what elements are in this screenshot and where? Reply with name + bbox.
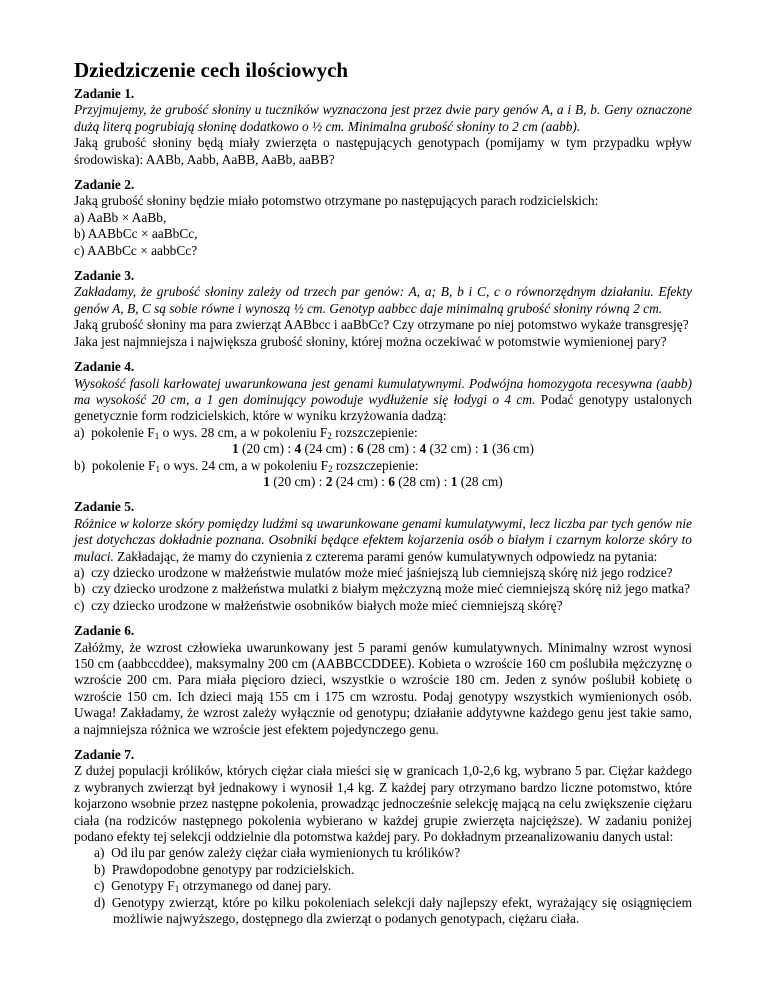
item-text: o wys. 28 cm, a w pokoleniu F bbox=[159, 424, 328, 440]
ratio-number: 1 bbox=[450, 473, 458, 489]
task-question: Jaka jest najmniejsza i największa grubość słoniny, której można oczekiwać w potomstwie wymienionej pary? bbox=[74, 333, 667, 349]
task-premise bbox=[74, 284, 692, 317]
task-1 bbox=[74, 86, 692, 168]
task-premise bbox=[74, 376, 692, 425]
item-text: c) Genotypy F bbox=[94, 878, 175, 894]
task-premise bbox=[74, 516, 692, 565]
list-item bbox=[74, 458, 692, 474]
ratio-a bbox=[74, 441, 692, 457]
task-heading: Zadanie 6. bbox=[74, 623, 135, 639]
ratio-text: (24 cm) : bbox=[332, 473, 389, 489]
page-title: Dziedziczenie cech ilościowych bbox=[74, 58, 349, 82]
item-text: rozszczepienie: bbox=[332, 457, 419, 473]
item-text: pokolenie F bbox=[91, 424, 155, 440]
ratio-number: 1 bbox=[481, 441, 489, 457]
task-question: Podać genotypy ustalonych genetycznie form rodzicielskich, które w wyniku krzyżowania dadzą: bbox=[74, 391, 692, 424]
task-heading: Zadanie 2. bbox=[74, 177, 135, 193]
item-text: o wys. 24 cm, a w pokoleniu F bbox=[159, 457, 329, 473]
task-question: Jaką grubość słoniny będzie miało potomstwo otrzymane po następujących parach rodzicielskich: bbox=[74, 193, 599, 209]
list-item: b) Prawdopodobne genotypy par rodzicielskich. bbox=[94, 861, 355, 877]
task-text: Z dużej populacji królików, których ciężar ciała mieści się w granicach 1,0-2,6 kg, wybrano 5 par. Ciężar każdego z wybranych zwierząt był jednakowy i wynosił 1,4 kg. Z każdej pary otrzymano bardzo liczne potomstwo, które kojarzono wsobnie przez następne pokolenia, prowadząc jednocześnie selekcję mającą na celu zwiększenie ciężaru ciała (na rodziców następnego pokolenia wybierano w każdej grupie zwierzęta najcięższe). W zadaniu poniżej podano efekty tej selekcji oddzielnie dla potomstwa każdej pary. Po dokładnym przeanalizowaniu danych ustal: bbox=[74, 763, 692, 845]
task-heading: Zadanie 4. bbox=[74, 359, 135, 375]
list-item: d) Genotypy zwierząt, które po kilku pokoleniach selekcji dały najlepszy efekt, wyrażający się osiągnięciem możliwie najwyższego, dostępnego dla zwierząt o podanych genotypach, ciężaru ciała. bbox=[94, 894, 692, 927]
task-5 bbox=[74, 499, 692, 614]
list-item bbox=[94, 878, 692, 895]
task-question: Jaką grubość słoniny ma para zwierząt AABbcc i aaBbCc? Czy otrzymane po niej potomstwo wykaże transgresję? bbox=[74, 317, 689, 333]
ratio-text: (28 cm) bbox=[457, 473, 503, 489]
task-question: Zakładając, że mamy do czynienia z czterema parami genów kumulatywnych odpowiedz na pytania: bbox=[117, 548, 658, 564]
subscript: 2 bbox=[328, 463, 333, 474]
ratio-number: 1 bbox=[231, 441, 239, 457]
task-question: Jaką grubość słoniny będą miały zwierzęta o następujących genotypach (pomijamy w tym przypadku wpływ środowiska): AABb, Aabb, AaBB, AaBb, aaBB? bbox=[74, 135, 692, 167]
ratio-text: (32 cm) : bbox=[426, 441, 482, 457]
list-item: b) czy dziecko urodzone z małżeństwa mulatki z białym mężczyzną może mieć ciemniejszą skórę niż jego matka? bbox=[74, 581, 691, 597]
task-text: Załóżmy, że wzrost człowieka uwarunkowany jest 5 parami genów kumulatywnych. Minimalny wzrost wynosi 150 cm (aabbccddee), maksymalny 200 cm (AABBCCDDEE). Kobieta o wzroście 160 cm poślubiła mężczyznę o wzroście 200 cm. Para miała pięcioro dzieci, wszystkie o wzroście 180 cm. Jeden z synów poślubił kobietę o wzroście 150 cm. Ich dzieci mają 155 cm i 175 cm wzrostu. Podaj genotypy wszystkich wymienionych osób. Uwaga! Zakładamy, że wzrost zależy wyłącznie od genotypu; działanie addytywne każdego genu jest takie samo, a najmniejsza różnica we wzroście jest efektem pojedynczego genu. bbox=[74, 639, 692, 737]
premise-text: Zakładamy, że grubość słoniny zależy od trzech par genów: A, a; B, b i C, c o równorzędnym działaniu. Efekty genów A, B, C są sobie równe i wynoszą ½ cm. Genotyp aabbcc daje minimalną grubość słoniny równą 2 cm. bbox=[74, 284, 692, 316]
ratio-number: 6 bbox=[388, 473, 395, 489]
subscript: 1 bbox=[174, 884, 180, 895]
task-heading: Zadanie 7. bbox=[74, 747, 135, 763]
ratio-text: (28 cm) : bbox=[363, 441, 420, 457]
ratio-number: 6 bbox=[356, 441, 364, 457]
task-2 bbox=[74, 177, 692, 259]
premise-text: Przyjmujemy, że grubość słoniny u tuczników wyznaczona jest przez dwie pary genów A, a i B, b. Geny oznaczone dużą literą pogrubiają słoninę dodatkowo o ½ cm. Minimalna grubość słoniny to 2 cm (aabb). bbox=[74, 102, 692, 134]
item-text: otrzymanego od danej pary. bbox=[179, 878, 332, 894]
item-text: pokolenie F bbox=[91, 457, 156, 473]
task-heading: Zadanie 5. bbox=[74, 499, 135, 515]
item-text: rozszczepienie: bbox=[331, 424, 418, 440]
premise-text: Wysokość fasoli karłowatej uwarunkowana jest genami kumulatywnymi. Podwójna homozygota recesywna (aabb) ma wysokość 20 cm, a 1 gen dominujący powoduje wydłużenie się łodygi o 4 cm. bbox=[74, 375, 692, 407]
subscript: 2 bbox=[327, 430, 332, 441]
task-7 bbox=[74, 747, 692, 927]
task-3 bbox=[74, 268, 692, 350]
task-premise bbox=[74, 102, 692, 135]
premise-text: Różnice w kolorze skóry pomiędzy ludźmi są uwarunkowane genami kumulatywymi, lecz liczba par tych genów nie jest dotychczas dokładnie poznana. Osobniki będące efektem kojarzenia osób o białym i czarnym kolorze skóry to mulaci. bbox=[74, 515, 692, 564]
ratio-text: (28 cm) : bbox=[394, 473, 451, 489]
ratio-number: 1 bbox=[263, 473, 270, 489]
ratio-number: 4 bbox=[419, 441, 427, 457]
task-7-list bbox=[94, 845, 692, 927]
ratio-text: (20 cm) : bbox=[238, 441, 295, 457]
task-heading: Zadanie 3. bbox=[74, 268, 135, 284]
subscript: 1 bbox=[155, 463, 160, 474]
subscript: 1 bbox=[154, 430, 160, 441]
ratio-b bbox=[74, 474, 692, 490]
ratio-text: (24 cm) : bbox=[301, 441, 357, 457]
item-label: b) bbox=[74, 457, 86, 473]
list-item: a) AaBb × AaBb, bbox=[74, 209, 167, 225]
ratio-text: (36 cm) bbox=[488, 441, 534, 457]
list-item: a) czy dziecko urodzone w małżeństwie mulatów może mieć jaśniejszą lub ciemniejszą skórę niż jego rodzice? bbox=[74, 564, 673, 580]
task-heading: Zadanie 1. bbox=[74, 86, 135, 101]
list-item: b) AABbCc × aaBbCc, bbox=[74, 226, 198, 242]
task-4 bbox=[74, 359, 692, 490]
item-label: a) bbox=[74, 424, 85, 440]
list-item bbox=[74, 425, 692, 441]
list-item: c) czy dziecko urodzone w małżeństwie osobników białych może mieć ciemniejszą skórę? bbox=[74, 597, 563, 613]
list-item: a) Od ilu par genów zależy ciężar ciała wymienionych tu królików? bbox=[94, 845, 461, 861]
ratio-number: 2 bbox=[325, 473, 333, 489]
ratio-number: 4 bbox=[294, 441, 302, 457]
ratio-text: (20 cm) : bbox=[269, 473, 326, 489]
list-item: c) AABbCc × aabbCc? bbox=[74, 242, 198, 258]
task-6 bbox=[74, 623, 692, 738]
